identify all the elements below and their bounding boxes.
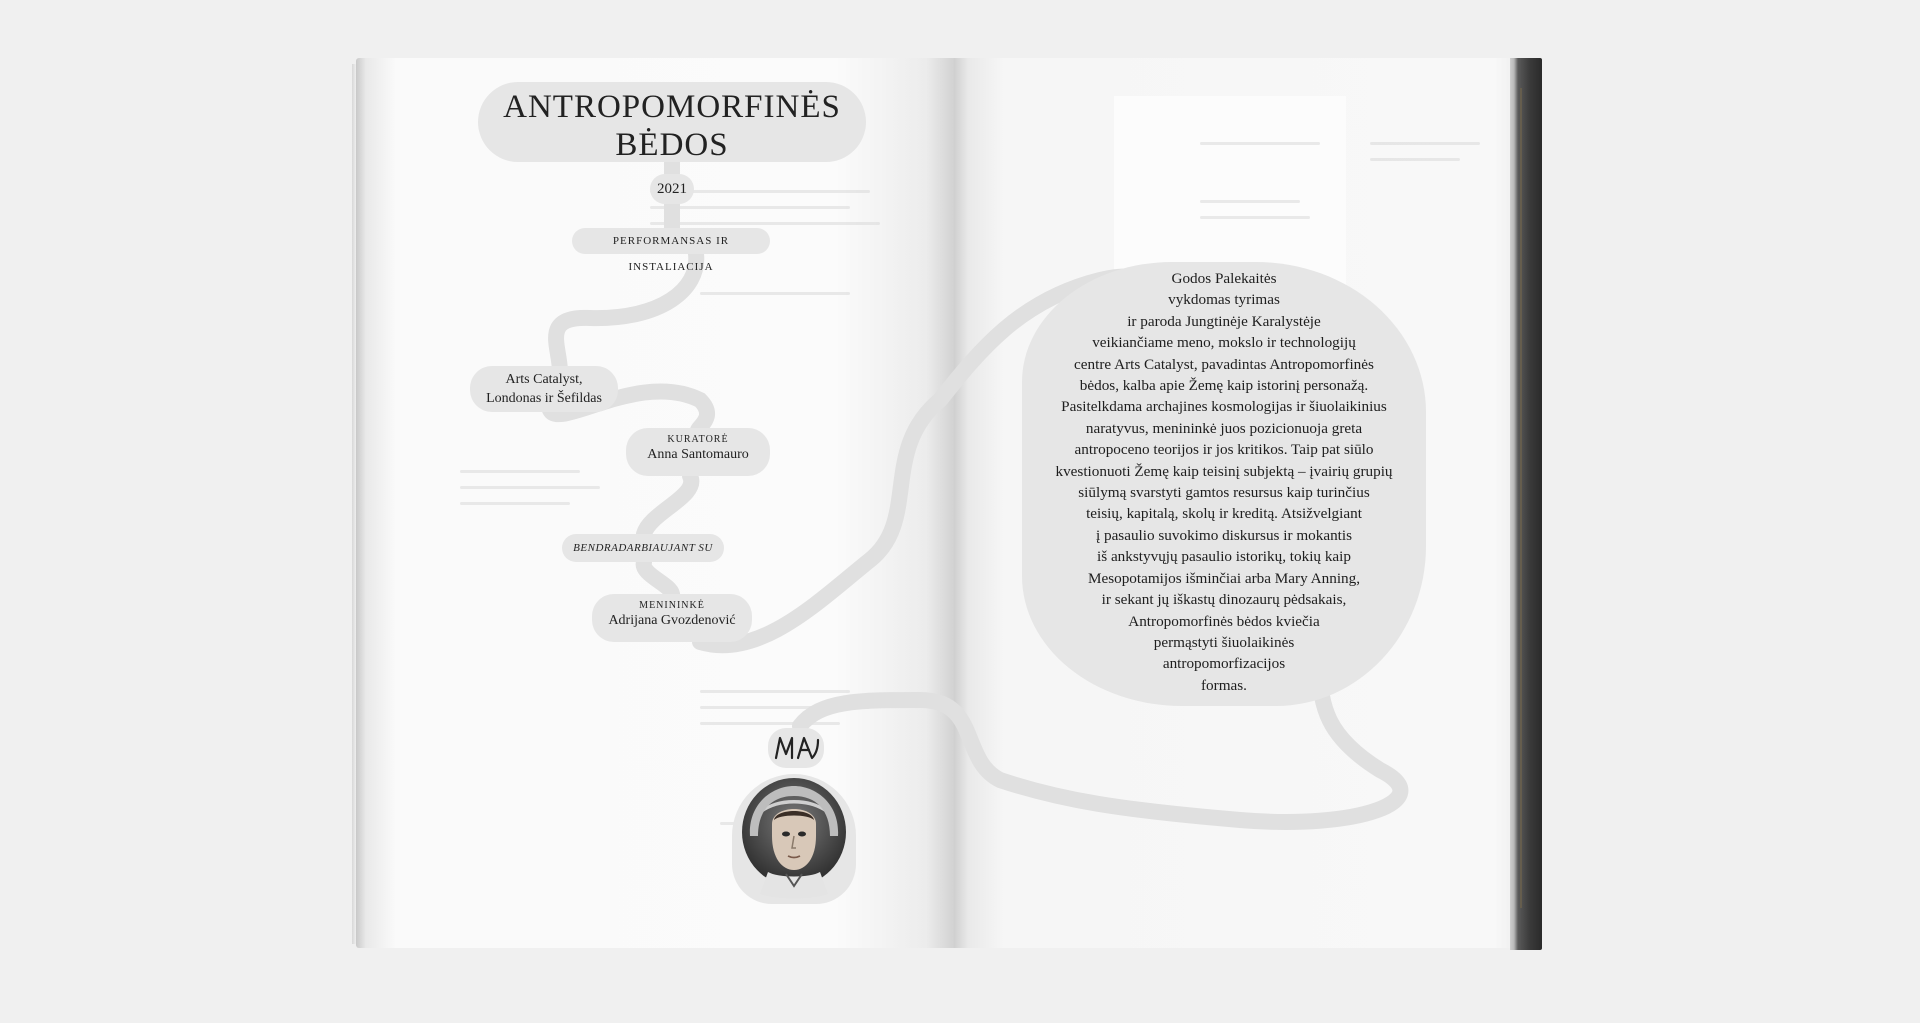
description-line: naratyvus, menininkė juos pozicionuoja greta: [1085, 419, 1363, 437]
description-line: Mesopotamijos išminčiai arba Mary Anning,: [1087, 569, 1361, 587]
description-line: veikiančiame meno, mokslo ir technologijų: [1092, 334, 1356, 352]
venue-line-2: Londonas ir Šefildas: [486, 391, 602, 406]
description-line: antropomorfizacijos: [1162, 655, 1286, 673]
artist-label: MENININKĖ: [639, 600, 705, 611]
description-line: iš ankstyvųjų pasaulio istorikų, tokių kaip: [1097, 548, 1351, 566]
title-line-2: BĖDOS: [615, 127, 729, 163]
artist-name: Adrijana Gvozdenović: [608, 613, 736, 628]
description-line: bėdos, kalba apie Žemę kaip istorinį personažą.: [1079, 377, 1369, 395]
ma-logo-glyph: [768, 728, 824, 768]
collaboration-label: BENDRADARBIAUJANT SU: [562, 534, 724, 562]
description-line: Godos Palekaitės: [1171, 270, 1277, 287]
artist-block: [592, 594, 752, 642]
description-line: į pasaulio suvokimo diskursus ir mokantis: [1095, 526, 1353, 544]
description-line: siūlymą svarstyti gamtos resursus kaip turinčius: [1078, 484, 1370, 502]
description-line: ir sekant jų iškastų dinozaurų pėdsakais,: [1101, 591, 1347, 609]
description-line: centre Arts Catalyst, pavadintas Antropomorfinės: [1074, 355, 1374, 373]
portrait-mary-anning-icon: [732, 774, 856, 904]
description-text: [1024, 268, 1424, 696]
description-line: kvestionuoti Žemę kaip teisinį subjektą – įvairių grupių: [1055, 462, 1393, 480]
description-line: ir paroda Jungtinėje Karalystėje: [1127, 312, 1321, 330]
description-line: Pasitelkdama archajines kosmologijas ir šiuolaikinius: [1061, 398, 1387, 416]
description-line: teisių, kapitalą, skolų ir kreditą. Atsižvelgiant: [1086, 505, 1362, 523]
venue-label: [470, 366, 618, 412]
curator-label: KURATORĖ: [667, 434, 729, 445]
description-line: vykdomas tyrimas: [1168, 291, 1280, 309]
description-line: Antropomorfinės bėdos kviečia: [1128, 612, 1320, 630]
title-line-1: ANTROPOMORFINĖS: [503, 89, 841, 125]
description-line: antropoceno teorijos ir jos kritikos. Taip pat siūlo: [1074, 441, 1374, 459]
description-line: formas.: [1201, 676, 1247, 694]
work-type-label: PERFORMANSAS IR INSTALIACIJA: [572, 228, 770, 254]
curator-block: [626, 428, 770, 476]
curator-name: Anna Santomauro: [647, 447, 749, 462]
page-title: [478, 82, 866, 162]
ma-logo-icon: [768, 728, 824, 768]
portrait-frame: [732, 774, 856, 904]
description-line: permąstyti šiuolaikinės: [1153, 633, 1295, 651]
year-badge: 2021: [650, 174, 694, 204]
venue-line-1: Arts Catalyst,: [505, 372, 583, 387]
